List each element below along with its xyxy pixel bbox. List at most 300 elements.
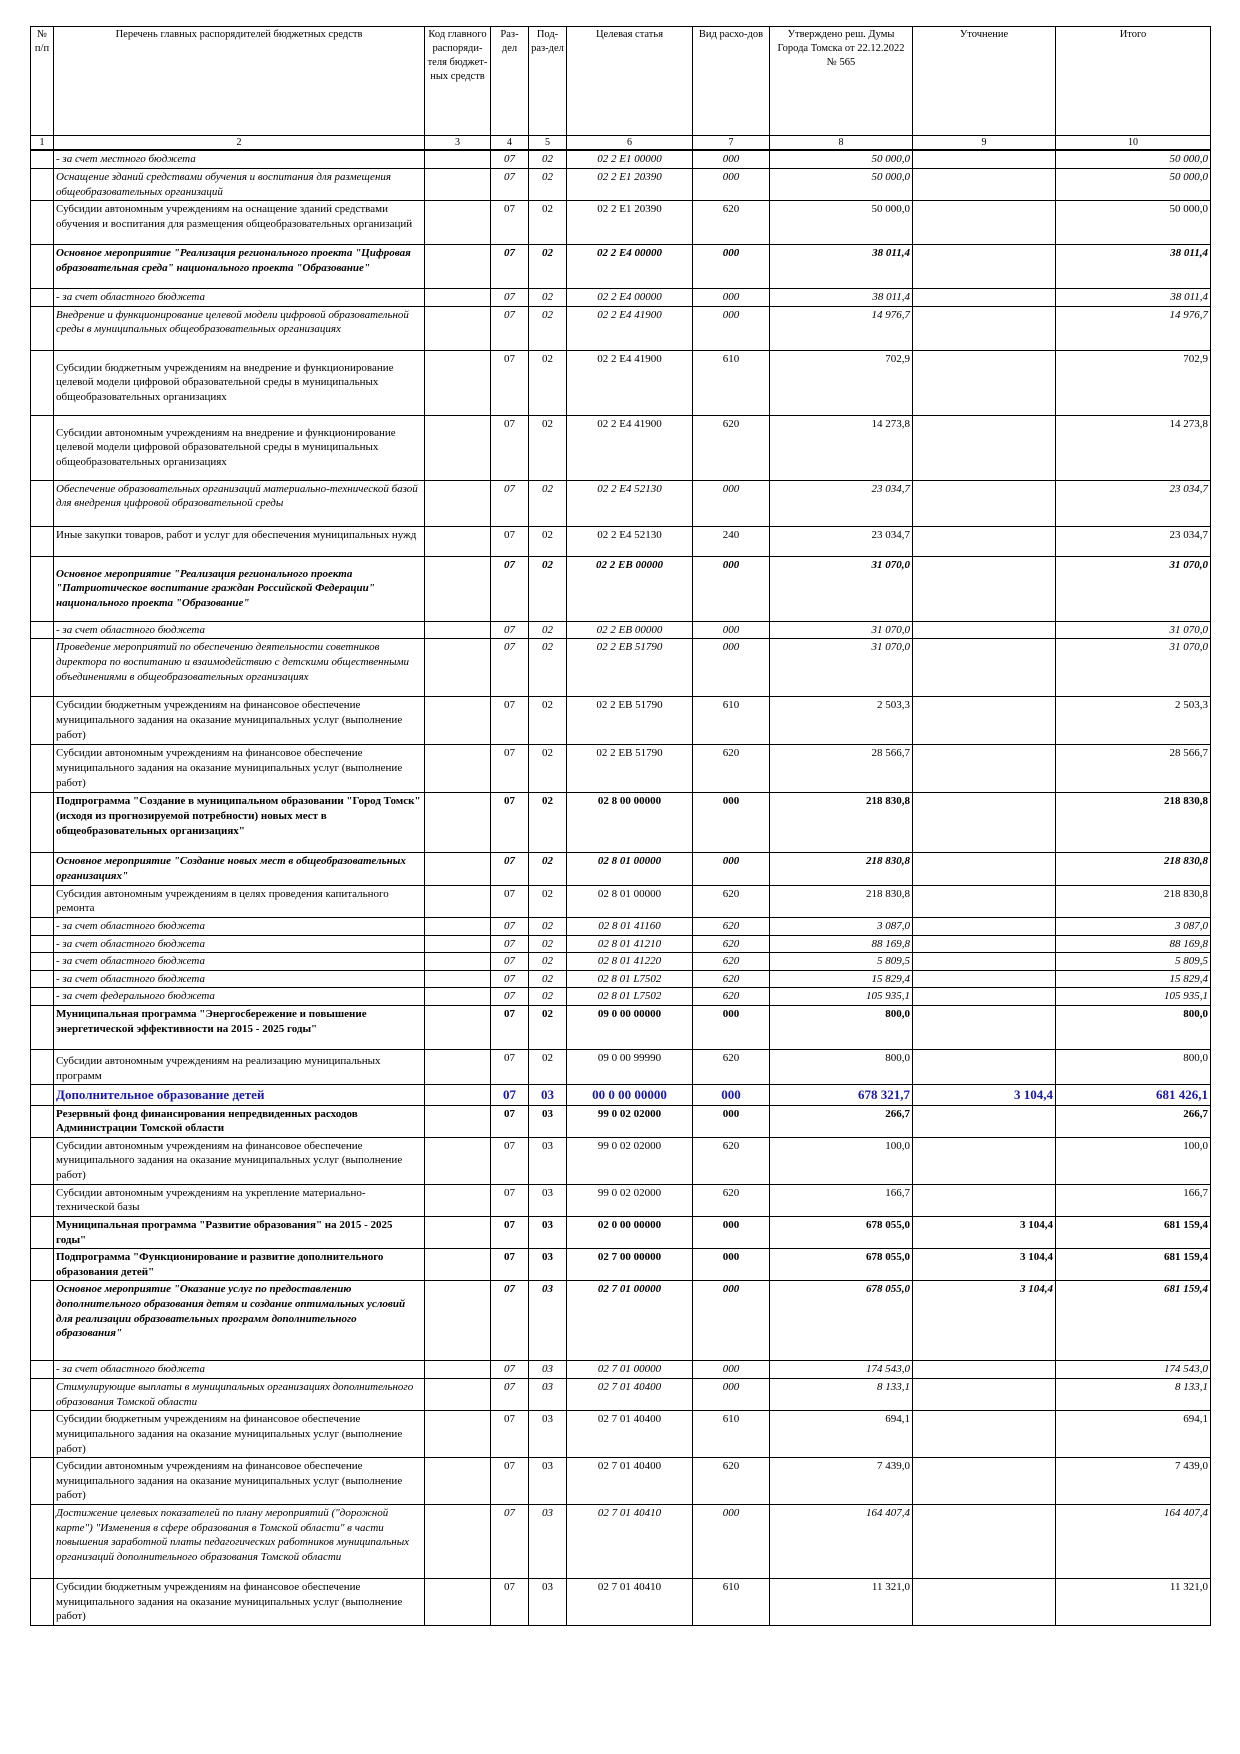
- row-number-cell: [31, 1379, 54, 1411]
- row-target-article: 02 2 EB 00000: [567, 621, 693, 639]
- row-approved: 678 055,0: [770, 1249, 913, 1281]
- row-distributor-code: [425, 953, 491, 971]
- row-name: - за счет областного бюджета: [54, 917, 425, 935]
- row-approved: 7 439,0: [770, 1458, 913, 1505]
- row-expense-type: 000: [693, 793, 770, 853]
- row-distributor-code: [425, 1137, 491, 1184]
- row-distributor-code: [425, 245, 491, 289]
- table-row: [31, 697, 1211, 745]
- budget-table: [30, 26, 1211, 1626]
- row-change: [913, 1184, 1056, 1216]
- row-name: Субсидии автономным учреждениям на финансовое обеспечение муниципального задания на оказание муниципальных услуг (выполнение работ): [54, 1458, 425, 1505]
- row-target-article: 02 8 01 L7502: [567, 988, 693, 1006]
- row-approved: 23 034,7: [770, 480, 913, 526]
- row-subsection: 03: [529, 1105, 567, 1137]
- row-section: 07: [491, 639, 529, 697]
- row-approved: 3 087,0: [770, 917, 913, 935]
- row-total: 7 439,0: [1056, 1458, 1211, 1505]
- row-target-article: 02 8 01 L7502: [567, 970, 693, 988]
- row-distributor-code: [425, 415, 491, 480]
- row-subsection: 02: [529, 350, 567, 415]
- column-number: 7: [693, 136, 770, 151]
- row-section: 07: [491, 935, 529, 953]
- row-distributor-code: [425, 526, 491, 556]
- row-subsection: 02: [529, 245, 567, 289]
- row-subsection: 02: [529, 639, 567, 697]
- row-subsection: 02: [529, 935, 567, 953]
- row-name: Субсидии бюджетным учреждениям на финансовое обеспечение муниципального задания на оказание муниципальных услуг (выполнение работ): [54, 697, 425, 745]
- header-section: Раз-дел: [491, 27, 529, 136]
- table-row: [31, 1184, 1211, 1216]
- row-total: 800,0: [1056, 1050, 1211, 1085]
- row-total: 50 000,0: [1056, 168, 1211, 200]
- row-subsection: 02: [529, 621, 567, 639]
- table-body: [31, 150, 1211, 1625]
- row-name: - за счет областного бюджета: [54, 1361, 425, 1379]
- row-approved: 28 566,7: [770, 745, 913, 793]
- row-subsection: 03: [529, 1281, 567, 1361]
- row-change: [913, 480, 1056, 526]
- row-number-cell: [31, 1184, 54, 1216]
- row-change: [913, 556, 1056, 621]
- row-approved: 5 809,5: [770, 953, 913, 971]
- row-distributor-code: [425, 150, 491, 168]
- row-subsection: 03: [529, 1458, 567, 1505]
- row-section: 07: [491, 1458, 529, 1505]
- row-change: [913, 289, 1056, 307]
- row-section: 07: [491, 697, 529, 745]
- table-row: [31, 917, 1211, 935]
- row-name: Субсидии автономным учреждениям на внедрение и функционирование целевой модели цифровой образовательной среды в муниципальных общеобразовательных организациях: [54, 415, 425, 480]
- row-subsection: 02: [529, 1050, 567, 1085]
- row-name: Оснащение зданий средствами обучения и воспитания для размещения общеобразовательных организаций: [54, 168, 425, 200]
- row-target-article: 02 0 00 00000: [567, 1216, 693, 1248]
- row-distributor-code: [425, 1249, 491, 1281]
- row-number-cell: [31, 1361, 54, 1379]
- table-row: [31, 1105, 1211, 1137]
- row-distributor-code: [425, 1050, 491, 1085]
- row-expense-type: 620: [693, 935, 770, 953]
- row-approved: 38 011,4: [770, 289, 913, 307]
- table-row: [31, 556, 1211, 621]
- row-change: [913, 1579, 1056, 1626]
- row-expense-type: 000: [693, 306, 770, 350]
- row-number-cell: [31, 885, 54, 917]
- row-total: 14 976,7: [1056, 306, 1211, 350]
- row-name: Стимулирующие выплаты в муниципальных организациях дополнительного образования Томской области: [54, 1379, 425, 1411]
- row-section: 07: [491, 306, 529, 350]
- row-expense-type: 620: [693, 885, 770, 917]
- row-approved: 218 830,8: [770, 885, 913, 917]
- row-change: [913, 1505, 1056, 1579]
- row-distributor-code: [425, 289, 491, 307]
- row-target-article: 02 7 01 40410: [567, 1579, 693, 1626]
- row-section: 07: [491, 1085, 529, 1105]
- row-section: 07: [491, 1361, 529, 1379]
- row-total: 15 829,4: [1056, 970, 1211, 988]
- row-distributor-code: [425, 988, 491, 1006]
- row-subsection: 02: [529, 697, 567, 745]
- row-subsection: 03: [529, 1249, 567, 1281]
- row-expense-type: 620: [693, 988, 770, 1006]
- row-name: Дополнительное образование детей: [54, 1085, 425, 1105]
- row-number-cell: [31, 1105, 54, 1137]
- column-number: 2: [54, 136, 425, 151]
- row-total: 31 070,0: [1056, 639, 1211, 697]
- row-total: 8 133,1: [1056, 1379, 1211, 1411]
- row-expense-type: 620: [693, 415, 770, 480]
- row-number-cell: [31, 793, 54, 853]
- row-approved: 38 011,4: [770, 245, 913, 289]
- row-change: [913, 306, 1056, 350]
- row-distributor-code: [425, 793, 491, 853]
- row-approved: 14 273,8: [770, 415, 913, 480]
- table-row: [31, 1458, 1211, 1505]
- row-number-cell: [31, 201, 54, 245]
- table-row: [31, 639, 1211, 697]
- row-change: [913, 1105, 1056, 1137]
- budget-page: [30, 26, 1210, 1626]
- row-total: 164 407,4: [1056, 1505, 1211, 1579]
- row-subsection: 02: [529, 745, 567, 793]
- row-name: Основное мероприятие "Оказание услуг по предоставлению дополнительного образования детям и создание оптимальных условий для реализации образовательных программ дополнительного образования": [54, 1281, 425, 1361]
- row-total: 31 070,0: [1056, 556, 1211, 621]
- row-expense-type: 000: [693, 289, 770, 307]
- row-approved: 100,0: [770, 1137, 913, 1184]
- row-approved: 694,1: [770, 1411, 913, 1458]
- row-section: 07: [491, 556, 529, 621]
- row-target-article: 02 2 E4 52130: [567, 526, 693, 556]
- column-number: 3: [425, 136, 491, 151]
- row-expense-type: 620: [693, 1184, 770, 1216]
- row-name: Проведение мероприятий по обеспечению деятельности советников директора по воспитанию и взаимодействию с детскими общественными объединениями в общеобразовательных организациях: [54, 639, 425, 697]
- row-number-cell: [31, 953, 54, 971]
- row-change: [913, 970, 1056, 988]
- row-total: 2 503,3: [1056, 697, 1211, 745]
- row-name: Субсидии автономным учреждениям на оснащение зданий средствами обучения и воспитания для размещения общеобразовательных организаций: [54, 201, 425, 245]
- row-approved: 218 830,8: [770, 853, 913, 885]
- row-total: 50 000,0: [1056, 150, 1211, 168]
- row-distributor-code: [425, 1105, 491, 1137]
- row-change: [913, 793, 1056, 853]
- row-change: [913, 415, 1056, 480]
- column-number: 9: [913, 136, 1056, 151]
- row-section: 07: [491, 1579, 529, 1626]
- row-subsection: 03: [529, 1505, 567, 1579]
- row-target-article: 02 7 01 00000: [567, 1281, 693, 1361]
- row-target-article: 02 7 01 40400: [567, 1411, 693, 1458]
- row-subsection: 02: [529, 853, 567, 885]
- row-total: 266,7: [1056, 1105, 1211, 1137]
- row-name: Субсидии бюджетным учреждениям на финансовое обеспечение муниципального задания на оказание муниципальных услуг (выполнение работ): [54, 1579, 425, 1626]
- header-distributor-code: Код главного распоряди-теля бюджет-ных средств: [425, 27, 491, 136]
- column-number: 5: [529, 136, 567, 151]
- row-number-cell: [31, 639, 54, 697]
- row-expense-type: 000: [693, 1249, 770, 1281]
- row-approved: 800,0: [770, 1006, 913, 1050]
- row-distributor-code: [425, 621, 491, 639]
- row-expense-type: 000: [693, 853, 770, 885]
- row-target-article: 02 2 E4 52130: [567, 480, 693, 526]
- row-distributor-code: [425, 639, 491, 697]
- column-number: 8: [770, 136, 913, 151]
- row-section: 07: [491, 150, 529, 168]
- row-name: - за счет областного бюджета: [54, 289, 425, 307]
- row-change: [913, 150, 1056, 168]
- row-total: 166,7: [1056, 1184, 1211, 1216]
- row-total: 218 830,8: [1056, 853, 1211, 885]
- row-distributor-code: [425, 350, 491, 415]
- row-subsection: 02: [529, 556, 567, 621]
- row-number-cell: [31, 1281, 54, 1361]
- row-total: 681 426,1: [1056, 1085, 1211, 1105]
- table-row: [31, 885, 1211, 917]
- row-subsection: 03: [529, 1085, 567, 1105]
- row-distributor-code: [425, 697, 491, 745]
- table-row: [31, 480, 1211, 526]
- row-name: Субсидии бюджетным учреждениям на внедрение и функционирование целевой модели цифровой образовательной среды в муниципальных общеобразовательных организациях: [54, 350, 425, 415]
- row-total: 11 321,0: [1056, 1579, 1211, 1626]
- row-name: Основное мероприятие "Создание новых мест в общеобразовательных организациях": [54, 853, 425, 885]
- row-section: 07: [491, 853, 529, 885]
- row-expense-type: 620: [693, 953, 770, 971]
- row-section: 07: [491, 526, 529, 556]
- row-subsection: 02: [529, 970, 567, 988]
- row-section: 07: [491, 1105, 529, 1137]
- row-subsection: 03: [529, 1411, 567, 1458]
- row-change: [913, 1361, 1056, 1379]
- row-target-article: 02 2 EB 00000: [567, 556, 693, 621]
- row-expense-type: 000: [693, 480, 770, 526]
- row-change: [913, 350, 1056, 415]
- row-section: 07: [491, 1505, 529, 1579]
- row-change: [913, 953, 1056, 971]
- header-number: № п/п: [31, 27, 54, 136]
- row-number-cell: [31, 306, 54, 350]
- row-change: [913, 621, 1056, 639]
- row-name: Основное мероприятие "Реализация регионального проекта "Цифровая образовательная среда" национального проекта "Образование": [54, 245, 425, 289]
- table-row: [31, 1050, 1211, 1085]
- row-distributor-code: [425, 306, 491, 350]
- row-expense-type: 000: [693, 1105, 770, 1137]
- row-subsection: 03: [529, 1379, 567, 1411]
- row-target-article: 02 2 E4 41900: [567, 415, 693, 480]
- row-section: 07: [491, 988, 529, 1006]
- row-target-article: 99 0 02 02000: [567, 1137, 693, 1184]
- row-change: [913, 1411, 1056, 1458]
- row-approved: 11 321,0: [770, 1579, 913, 1626]
- row-expense-type: 000: [693, 245, 770, 289]
- row-approved: 50 000,0: [770, 168, 913, 200]
- row-expense-type: 000: [693, 1379, 770, 1411]
- row-total: 50 000,0: [1056, 201, 1211, 245]
- row-expense-type: 000: [693, 639, 770, 697]
- row-number-cell: [31, 745, 54, 793]
- row-section: 07: [491, 917, 529, 935]
- row-subsection: 03: [529, 1579, 567, 1626]
- row-section: 07: [491, 1006, 529, 1050]
- table-row: [31, 306, 1211, 350]
- row-target-article: 02 2 E1 20390: [567, 201, 693, 245]
- row-change: [913, 168, 1056, 200]
- row-section: 07: [491, 745, 529, 793]
- row-change: [913, 526, 1056, 556]
- table-row: [31, 415, 1211, 480]
- row-change: [913, 1379, 1056, 1411]
- row-name: - за счет областного бюджета: [54, 953, 425, 971]
- row-distributor-code: [425, 1361, 491, 1379]
- row-approved: 702,9: [770, 350, 913, 415]
- row-distributor-code: [425, 1505, 491, 1579]
- row-subsection: 03: [529, 1184, 567, 1216]
- row-target-article: 02 7 01 40400: [567, 1379, 693, 1411]
- row-number-cell: [31, 289, 54, 307]
- table-row: [31, 935, 1211, 953]
- table-row: [31, 245, 1211, 289]
- row-change: [913, 1050, 1056, 1085]
- header-distributors: Перечень главных распорядителей бюджетных средств: [54, 27, 425, 136]
- row-number-cell: [31, 556, 54, 621]
- row-approved: 678 055,0: [770, 1281, 913, 1361]
- row-distributor-code: [425, 1411, 491, 1458]
- row-approved: 31 070,0: [770, 621, 913, 639]
- row-total: 23 034,7: [1056, 480, 1211, 526]
- row-target-article: 02 7 01 00000: [567, 1361, 693, 1379]
- row-section: 07: [491, 1184, 529, 1216]
- row-number-cell: [31, 350, 54, 415]
- row-approved: 164 407,4: [770, 1505, 913, 1579]
- row-expense-type: 000: [693, 1085, 770, 1105]
- row-subsection: 02: [529, 289, 567, 307]
- row-change: 3 104,4: [913, 1249, 1056, 1281]
- row-subsection: 03: [529, 1216, 567, 1248]
- row-name: Субсидии бюджетным учреждениям на финансовое обеспечение муниципального задания на оказание муниципальных услуг (выполнение работ): [54, 1411, 425, 1458]
- row-number-cell: [31, 1085, 54, 1105]
- table-row: [31, 1505, 1211, 1579]
- row-number-cell: [31, 1216, 54, 1248]
- table-row: [31, 1249, 1211, 1281]
- row-total: 218 830,8: [1056, 885, 1211, 917]
- row-distributor-code: [425, 1216, 491, 1248]
- row-distributor-code: [425, 1085, 491, 1105]
- row-expense-type: 000: [693, 150, 770, 168]
- row-distributor-code: [425, 745, 491, 793]
- row-approved: 88 169,8: [770, 935, 913, 953]
- row-name: Резервный фонд финансирования непредвиденных расходов Администрации Томской области: [54, 1105, 425, 1137]
- row-target-article: 02 8 00 00000: [567, 793, 693, 853]
- column-number: 10: [1056, 136, 1211, 151]
- row-expense-type: 000: [693, 621, 770, 639]
- row-subsection: 02: [529, 150, 567, 168]
- row-approved: 14 976,7: [770, 306, 913, 350]
- row-target-article: 02 2 E4 00000: [567, 245, 693, 289]
- row-total: 14 273,8: [1056, 415, 1211, 480]
- row-expense-type: 620: [693, 201, 770, 245]
- row-expense-type: 620: [693, 1137, 770, 1184]
- table-row: [31, 168, 1211, 200]
- row-approved: 8 133,1: [770, 1379, 913, 1411]
- row-distributor-code: [425, 1281, 491, 1361]
- row-section: 07: [491, 1411, 529, 1458]
- row-subsection: 02: [529, 480, 567, 526]
- header-total: Итого: [1056, 27, 1211, 136]
- row-number-cell: [31, 526, 54, 556]
- row-change: [913, 935, 1056, 953]
- row-change: [913, 745, 1056, 793]
- row-distributor-code: [425, 970, 491, 988]
- header-expense-type: Вид расхо-дов: [693, 27, 770, 136]
- row-target-article: 02 2 E1 00000: [567, 150, 693, 168]
- row-change: 3 104,4: [913, 1216, 1056, 1248]
- row-target-article: 02 2 EB 51790: [567, 639, 693, 697]
- row-number-cell: [31, 970, 54, 988]
- row-number-cell: [31, 415, 54, 480]
- row-name: Субсидии автономным учреждениям на финансовое обеспечение муниципального задания на оказание муниципальных услуг (выполнение работ): [54, 745, 425, 793]
- row-expense-type: 610: [693, 350, 770, 415]
- row-total: 3 087,0: [1056, 917, 1211, 935]
- row-change: [913, 988, 1056, 1006]
- row-target-article: 02 8 01 00000: [567, 885, 693, 917]
- row-name: - за счет федерального бюджета: [54, 988, 425, 1006]
- row-total: 800,0: [1056, 1006, 1211, 1050]
- row-number-cell: [31, 1411, 54, 1458]
- row-section: 07: [491, 1379, 529, 1411]
- row-distributor-code: [425, 1458, 491, 1505]
- row-change: [913, 1458, 1056, 1505]
- row-subsection: 02: [529, 415, 567, 480]
- row-number-cell: [31, 480, 54, 526]
- row-expense-type: 620: [693, 970, 770, 988]
- row-name: Субсидии автономным учреждениям на финансовое обеспечение муниципального задания на оказание муниципальных услуг (выполнение работ): [54, 1137, 425, 1184]
- row-distributor-code: [425, 480, 491, 526]
- table-row: [31, 1006, 1211, 1050]
- row-name: Основное мероприятие "Реализация регионального проекта "Патриотическое воспитание граждан Российской Федерации" национального проекта "Образование": [54, 556, 425, 621]
- row-expense-type: 610: [693, 697, 770, 745]
- row-target-article: 02 2 EB 51790: [567, 745, 693, 793]
- row-name: - за счет областного бюджета: [54, 970, 425, 988]
- table-row: [31, 970, 1211, 988]
- table-row: [31, 621, 1211, 639]
- row-name: Подпрограмма "Функционирование и развитие дополнительного образования детей": [54, 1249, 425, 1281]
- row-target-article: 00 0 00 00000: [567, 1085, 693, 1105]
- row-distributor-code: [425, 168, 491, 200]
- row-subsection: 02: [529, 917, 567, 935]
- row-approved: 31 070,0: [770, 556, 913, 621]
- table-row: [31, 350, 1211, 415]
- row-target-article: 99 0 02 02000: [567, 1105, 693, 1137]
- row-target-article: 02 7 00 00000: [567, 1249, 693, 1281]
- row-change: [913, 917, 1056, 935]
- row-name: Субсидии автономным учреждениям на укрепление материально-технической базы: [54, 1184, 425, 1216]
- row-target-article: 02 8 01 41220: [567, 953, 693, 971]
- row-target-article: 02 8 01 00000: [567, 853, 693, 885]
- row-total: 5 809,5: [1056, 953, 1211, 971]
- row-number-cell: [31, 1579, 54, 1626]
- row-number-cell: [31, 168, 54, 200]
- row-distributor-code: [425, 1006, 491, 1050]
- row-total: 38 011,4: [1056, 245, 1211, 289]
- row-total: 681 159,4: [1056, 1281, 1211, 1361]
- row-section: 07: [491, 621, 529, 639]
- row-expense-type: 620: [693, 917, 770, 935]
- row-total: 702,9: [1056, 350, 1211, 415]
- row-expense-type: 620: [693, 745, 770, 793]
- row-subsection: 02: [529, 526, 567, 556]
- row-total: 218 830,8: [1056, 793, 1211, 853]
- row-section: 07: [491, 793, 529, 853]
- row-approved: 266,7: [770, 1105, 913, 1137]
- row-subsection: 02: [529, 306, 567, 350]
